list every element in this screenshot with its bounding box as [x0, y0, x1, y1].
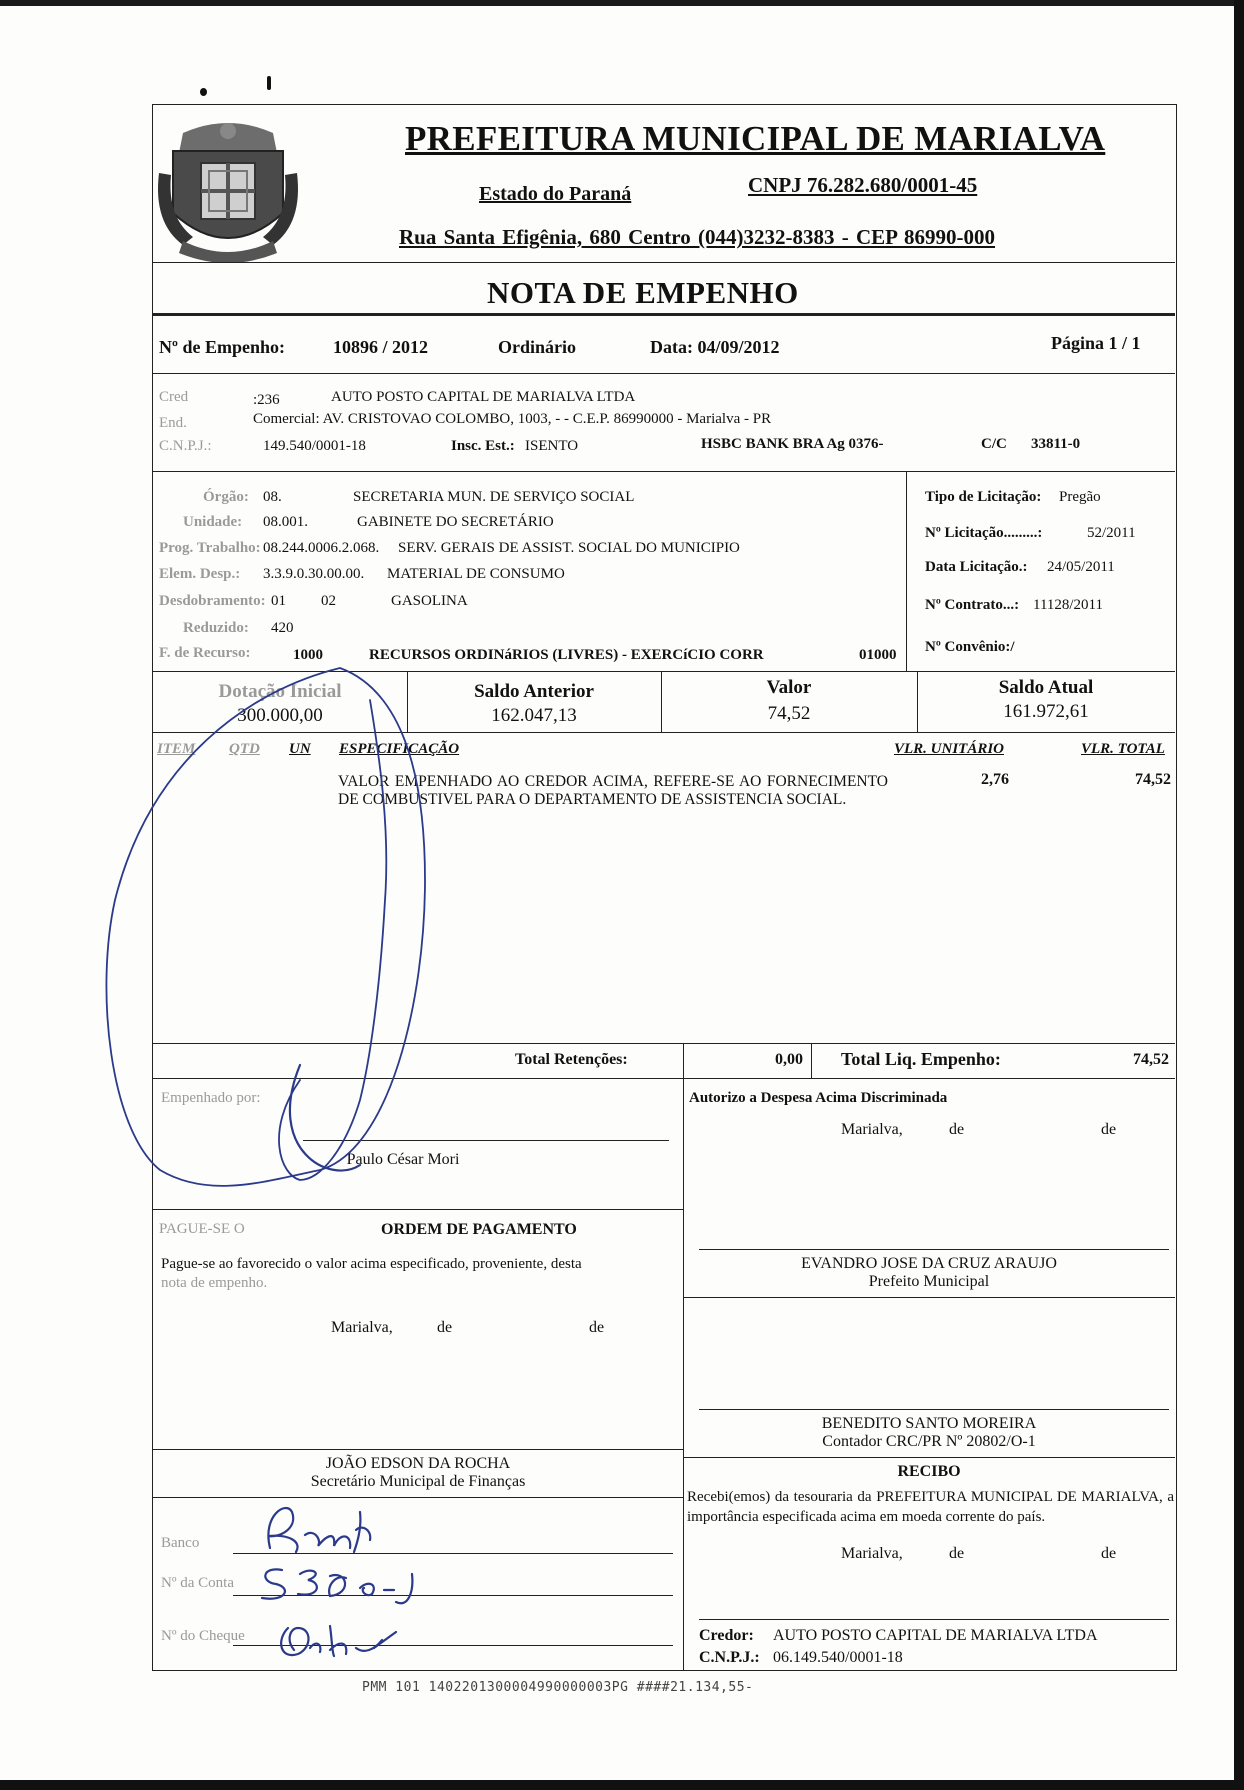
col-un-header: UN: [289, 741, 311, 757]
recibo-de-1: de: [949, 1545, 965, 1562]
orgao-code: 08.: [263, 489, 282, 505]
secretario-role: Secretário Municipal de Finanças: [310, 1473, 526, 1490]
elemento-despesa-name: MATERIAL DE CONSUMO: [387, 566, 565, 582]
empenhado-por-label: Empenhado por:: [161, 1090, 261, 1106]
recibo-text: Recebi(emos) da tesouraria da PREFEITURA MUNICIPAL DE MARIALVA, a importância especificada acima em moeda corrente do país.: [687, 1489, 1174, 1525]
creditor-code-label: Cred: [159, 389, 189, 405]
numero-cheque-label: Nº do Cheque: [161, 1628, 245, 1644]
convenio-label: Nº Convênio:/: [925, 639, 1015, 655]
prefeitura-address: Rua Santa Efigênia, 680 Centro (044)3232-8383 - CEP 86990-000: [399, 225, 996, 249]
contador-name: BENEDITO SANTO MOREIRA: [821, 1415, 1037, 1432]
autorizo-de-1: de: [949, 1121, 965, 1138]
orgao-name: SECRETARIA MUN. DE SERVIÇO SOCIAL: [353, 489, 635, 505]
fonte-recurso-code-2: 01000: [859, 647, 897, 663]
saldo-atual-label: Saldo Atual: [998, 677, 1094, 698]
pagamento-de-1: de: [437, 1319, 453, 1336]
account-number: 33811-0: [1031, 436, 1081, 452]
insc-est-value: ISENTO: [525, 438, 579, 454]
col-spec-header: ESPECIFICAÇÃO: [339, 741, 460, 757]
recibo-city: Marialva,: [841, 1545, 903, 1562]
item-specification: VALOR EMPENHADO AO CREDOR ACIMA, REFERE-SE AO FORNECIMENTO DE COMBUSTIVEL PARA O DEPARTAMENTO DE ASSISTENCIA SOCIAL.: [338, 773, 888, 808]
scan-speck: [267, 76, 271, 90]
dotacao-inicial-value: 300.000,00: [237, 705, 323, 726]
licitacao-date-label: Data Licitação.:: [925, 559, 1028, 575]
contador-role: Contador CRC/PR Nº 20802/O-1: [822, 1433, 1036, 1450]
numero-conta-label: Nº da Conta: [161, 1575, 234, 1591]
scan-border-bottom: [0, 1780, 1244, 1790]
item-unit-value: 2,76: [981, 771, 1009, 788]
col-total-value-header: VLR. TOTAL: [1081, 741, 1165, 757]
fonte-recurso-label: F. de Recurso:: [159, 645, 251, 661]
prefeito-role: Prefeito Municipal: [868, 1273, 990, 1290]
autorizo-city: Marialva,: [841, 1121, 903, 1138]
creditor-cnpj-label: C.N.P.J.:: [159, 438, 212, 454]
banco-label: Banco: [161, 1535, 200, 1551]
creditor-address-label: End.: [159, 415, 187, 431]
licitacao-number-value: 52/2011: [1087, 525, 1136, 541]
fonte-recurso-name: RECURSOS ORDINáRIOS (LIVRES) - EXERCíCIO CORR: [369, 647, 764, 663]
saldo-anterior-value: 162.047,13: [491, 705, 577, 726]
total-retencoes-value: 0,00: [775, 1051, 803, 1068]
creditor-code: :236: [253, 392, 280, 408]
prefeitura-title: PREFEITURA MUNICIPAL DE MARIALVA: [405, 119, 1106, 158]
secretario-name: JOÃO EDSON DA ROCHA: [325, 1455, 511, 1472]
creditor-name: AUTO POSTO CAPITAL DE MARIALVA LTDA: [331, 389, 636, 405]
contrato-label: Nº Contrato...:: [925, 597, 1020, 613]
recibo-title: RECIBO: [897, 1463, 961, 1480]
bank-info: HSBC BANK BRA Ag 0376-: [701, 436, 884, 452]
saldo-atual-value: 161.972,61: [1003, 701, 1089, 722]
creditor-cnpj: 149.540/0001-18: [263, 438, 366, 454]
total-retencoes-label: Total Retenções:: [515, 1051, 628, 1068]
pague-se-label: PAGUE-SE O: [159, 1221, 245, 1237]
contrato-value: 11128/2011: [1033, 597, 1103, 613]
total-liquido-value: 74,52: [1133, 1051, 1169, 1068]
reduzido-label: Reduzido:: [183, 620, 249, 636]
elemento-despesa-label: Elem. Desp.:: [159, 566, 241, 582]
programa-trabalho-label: Prog. Trabalho:: [159, 540, 261, 556]
col-qtd-header: QTD: [229, 741, 260, 757]
valor-label: Valor: [766, 677, 812, 698]
valor-value: 74,52: [767, 703, 811, 724]
item-total-value: 74,52: [1135, 771, 1171, 788]
unidade-label: Unidade:: [183, 514, 243, 530]
pagamento-city: Marialva,: [331, 1319, 393, 1336]
reduzido-code: 420: [271, 620, 294, 636]
unidade-code: 08.001.: [263, 514, 308, 530]
insc-est-label: Insc. Est.:: [451, 438, 515, 454]
orgao-label: Órgão:: [203, 489, 249, 505]
empenho-number: 10896 / 2012: [333, 337, 429, 357]
scan-border-top: [0, 0, 1244, 6]
desdobramento-code-2: 02: [321, 593, 336, 609]
document-title: NOTA DE EMPENHO: [487, 275, 799, 310]
prefeito-name: EVANDRO JOSE DA CRUZ ARAUJO: [801, 1255, 1057, 1272]
prefeitura-cnpj: CNPJ 76.282.680/0001-45: [748, 173, 978, 197]
programa-trabalho-name: SERV. GERAIS DE ASSIST. SOCIAL DO MUNICIPIO: [398, 540, 740, 556]
scan-speck: [200, 88, 207, 96]
ordem-pagamento-text-2: nota de empenho.: [161, 1275, 268, 1291]
autorizo-de-2: de: [1101, 1121, 1117, 1138]
col-item-header: ITEM: [157, 741, 196, 757]
page-number: Página 1 / 1: [1051, 333, 1141, 353]
state-name: Estado do Paraná: [479, 183, 632, 205]
scan-border-right: [1234, 0, 1244, 1790]
creditor-address: Comercial: AV. CRISTOVAO COLOMBO, 1003, - - C.E.P. 86990000 - Marialva - PR: [253, 411, 772, 427]
empenho-type: Ordinário: [498, 337, 577, 357]
programa-trabalho-code: 08.244.0006.2.068.: [263, 540, 380, 556]
recibo-credor-label: Credor:: [699, 1627, 754, 1644]
autorizo-despesa: Autorizo a Despesa Acima Discriminada: [689, 1090, 948, 1106]
recibo-cnpj-value: 06.149.540/0001-18: [773, 1649, 903, 1666]
pagamento-de-2: de: [589, 1319, 605, 1336]
licitacao-date-value: 24/05/2011: [1047, 559, 1115, 575]
fonte-recurso-code: 1000: [293, 647, 323, 663]
tipo-licitacao-value: Pregão: [1059, 489, 1101, 505]
dotacao-inicial-label: Dotação Inicial: [218, 681, 342, 702]
empenho-number-label: Nº de Empenho:: [159, 337, 285, 357]
saldo-anterior-label: Saldo Anterior: [474, 681, 594, 702]
nota-de-empenho-document: [152, 104, 1177, 1671]
desdobramento-name: GASOLINA: [391, 593, 468, 609]
ordem-pagamento-text-1: Pague-se ao favorecido o valor acima especificado, proveniente, desta: [161, 1256, 582, 1272]
municipal-crest-icon: [153, 113, 303, 268]
empenho-date: Data: 04/09/2012: [650, 337, 780, 357]
elemento-despesa-code: 3.3.9.0.30.00.00.: [263, 566, 365, 582]
total-liquido-label: Total Liq. Empenho:: [841, 1049, 1001, 1069]
unidade-name: GABINETE DO SECRETÁRIO: [357, 514, 554, 530]
account-label: C/C: [981, 436, 1007, 452]
footer-control-code: PMM 101 1402201300004990000003PG ####21.134,55-: [362, 1680, 754, 1695]
recibo-de-2: de: [1101, 1545, 1117, 1562]
desdobramento-code-1: 01: [271, 593, 286, 609]
tipo-licitacao-label: Tipo de Licitação:: [925, 489, 1042, 505]
col-unit-value-header: VLR. UNITÁRIO: [894, 741, 1005, 757]
empenhado-por-name: Paulo César Mori: [346, 1151, 460, 1168]
recibo-cnpj-label: C.N.P.J.:: [699, 1649, 760, 1666]
licitacao-number-label: Nº Licitação.........:: [925, 525, 1043, 541]
recibo-credor-value: AUTO POSTO CAPITAL DE MARIALVA LTDA: [773, 1627, 1098, 1644]
desdobramento-label: Desdobramento:: [159, 593, 266, 609]
ordem-pagamento-title: ORDEM DE PAGAMENTO: [381, 1221, 577, 1238]
